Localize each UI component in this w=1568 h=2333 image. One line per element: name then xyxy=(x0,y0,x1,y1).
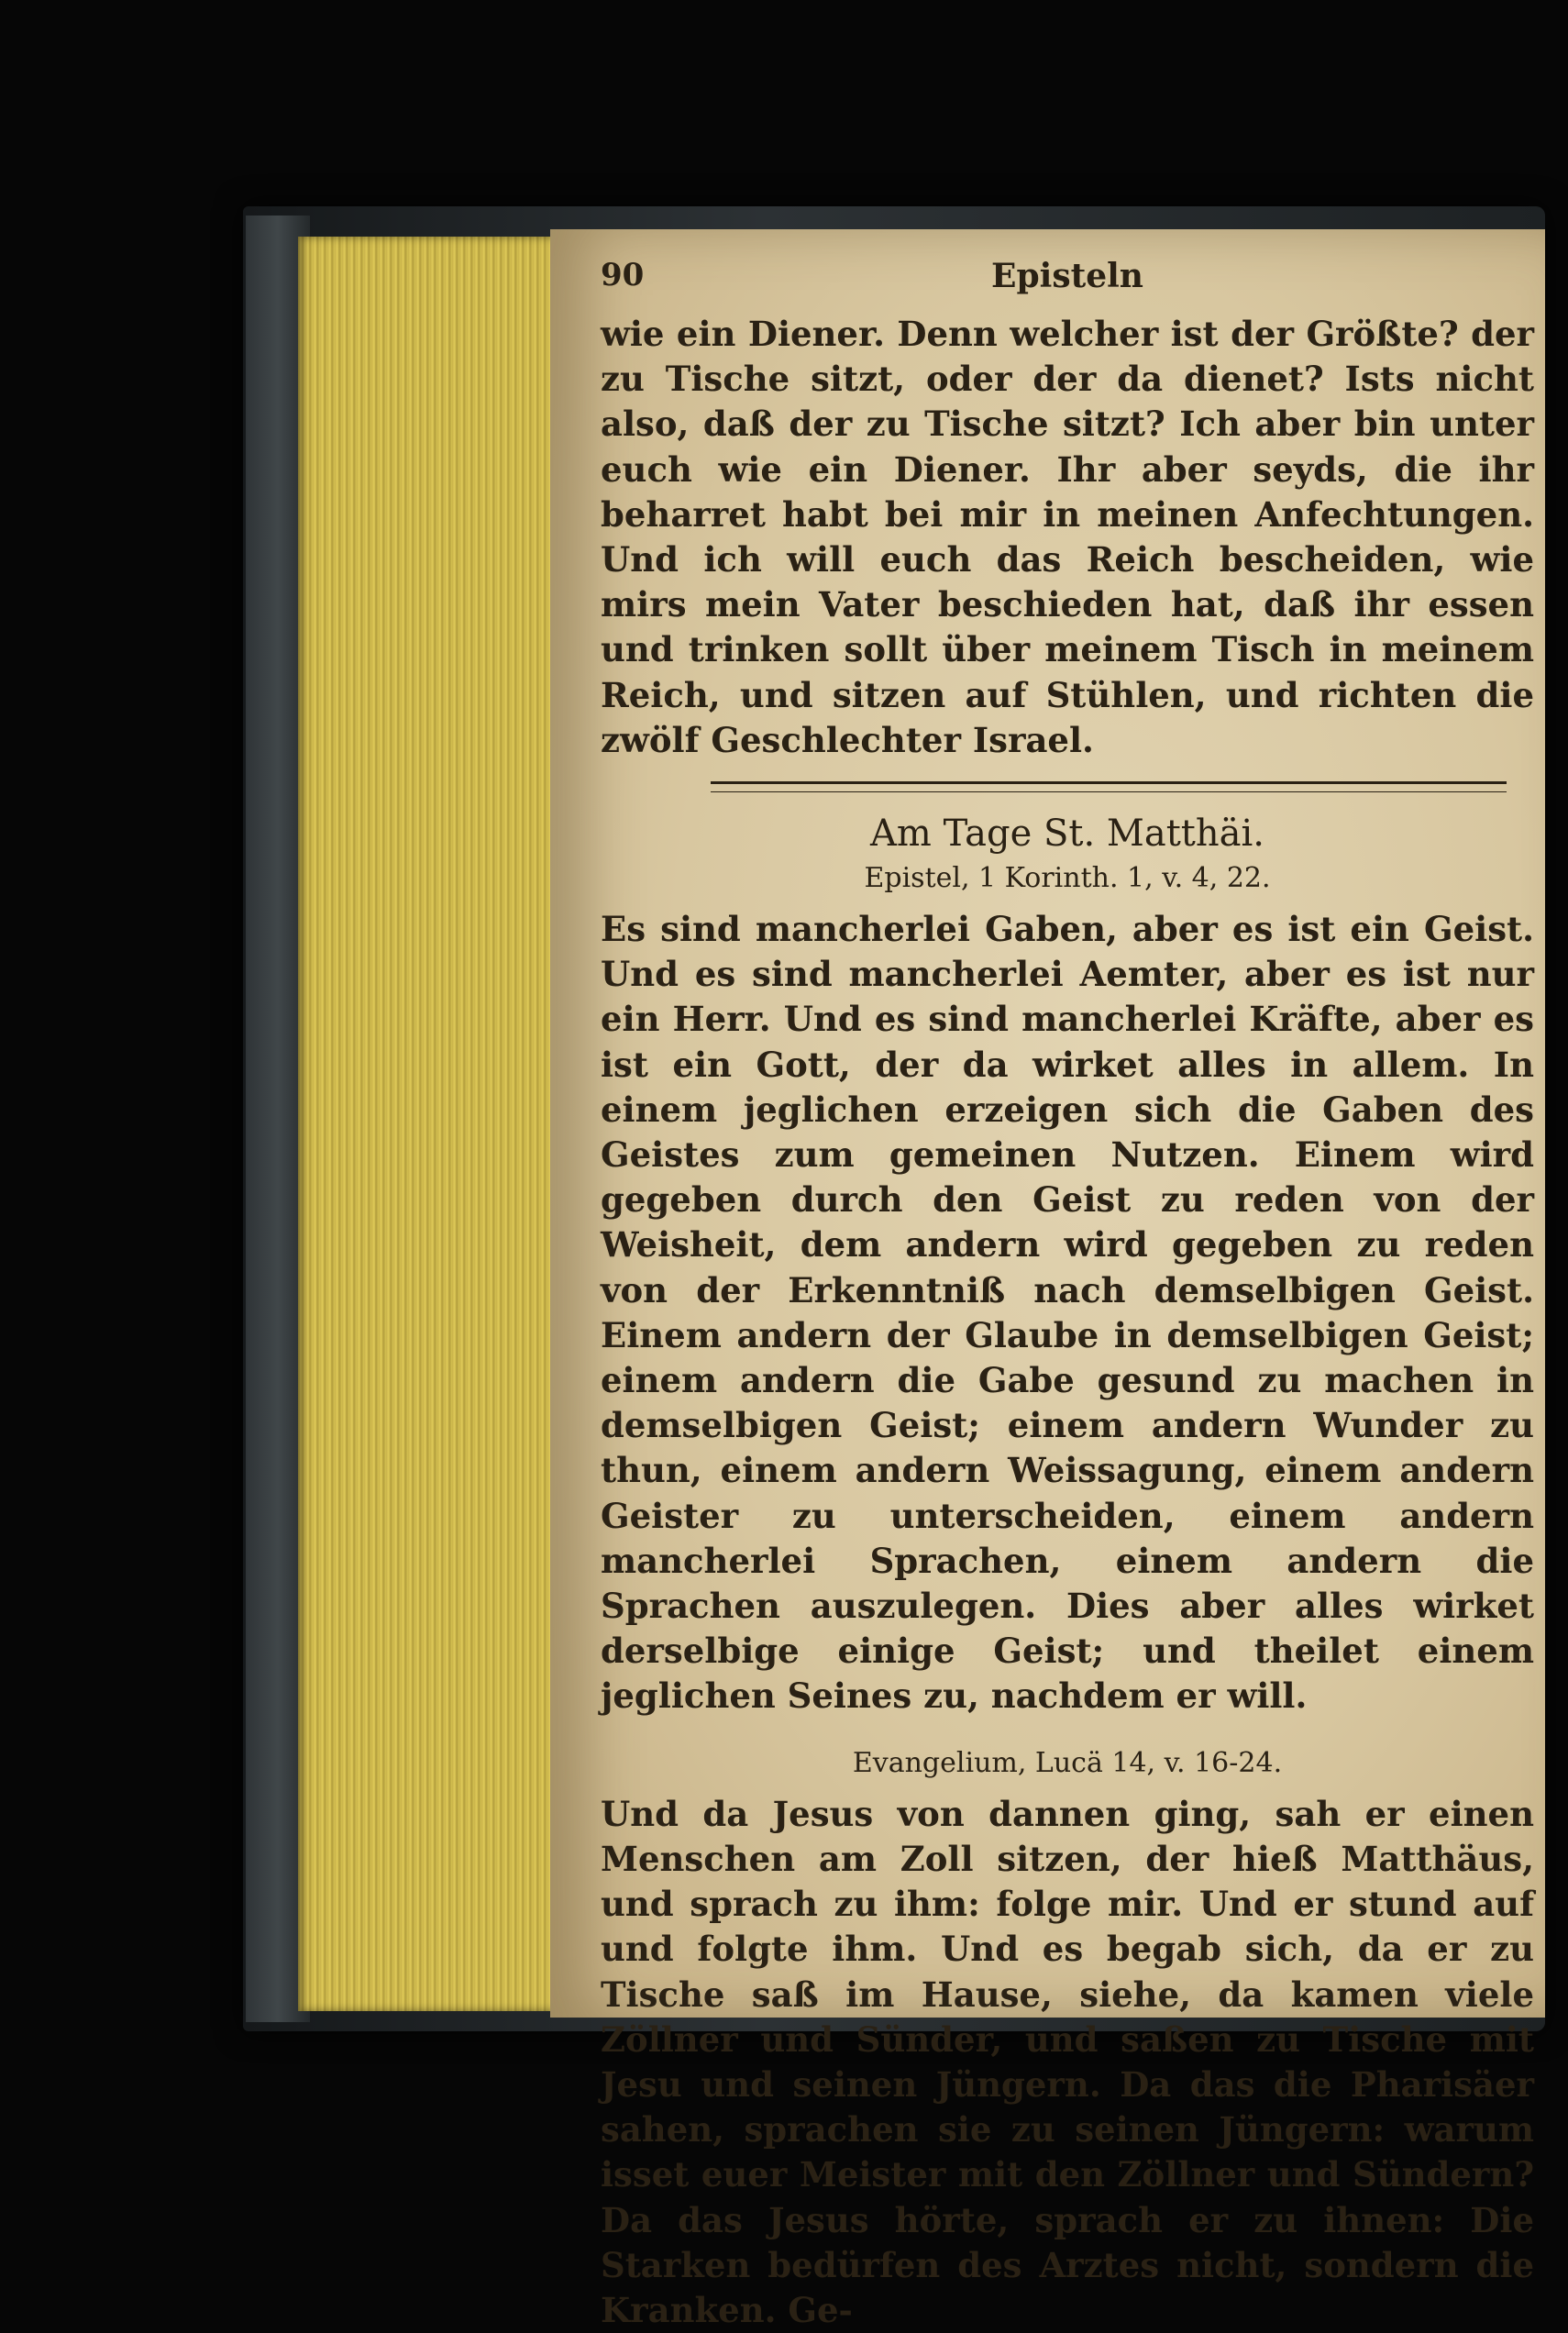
page-number: 90 xyxy=(601,257,645,293)
section-title: Am Tage St. Matthäi. xyxy=(870,813,1264,856)
page-header xyxy=(601,257,1534,312)
page-edges xyxy=(298,237,564,2011)
continuation-paragraph: wie ein Diener. Denn welcher ist der Größte? der zu Tische sitzt, oder der da dienet? Ists nicht also, daß der zu Tische sitzt? Ich aber bin unter euch wie ein Diener. Ihr aber seyds, die ihr beharret habt bei mir in meinen Anfechtungen. Und ich will euch das Reich bescheiden, wie mirs mein Vater beschieden hat, daß ihr essen und trinken sollt über meinem Tisch in meinem Reich, und sitzen auf Stühlen, und richten die zwölf Geschlechter Israel. xyxy=(601,314,1534,760)
page-text xyxy=(601,257,1534,2333)
gospel-paragraph: Und da Jesus von dannen ging, sah er einen Menschen am Zoll sitzen, der hieß Matthäus, und sprach zu ihm: folge mir. Und er stund auf und folgte ihm. Und es begab sich, da er zu Tische saß im Hause, siehe, da kamen viele Zöllner und Sünder, und saßen zu Tische mit Jesu und seinen Jüngern. Da das die Pharisäer sahen, sprachen sie zu seinen Jüngern: warum isset euer Meister mit den Zöllner und Sündern? Da das Jesus hörte, sprach er zu ihnen: Die Starken bedürfen des Arztes nicht, sondern die Kranken. Ge- xyxy=(601,1793,1534,2330)
running-title: Episteln xyxy=(991,257,1143,295)
epistle-paragraph: Es sind mancherlei Gaben, aber es ist ein Geist. Und es sind mancherlei Aemter, aber es ist nur ein Herr. Und es sind mancherlei Kräfte, aber es ist ein Gott, der da wirket alles in allem. In einem jeglichen erzeigen sich die Gaben des Geistes zum gemeinen Nutzen. Einem wird gegeben durch den Geist zu reden von der Weisheit, dem andern wird gegeben zu reden von der Erkenntniß nach demselbigen Geist. Einem andern der Glaube in demselbigen Geist; einem andern die Gabe gesund zu machen in demselbigen Geist; einem andern Wunder zu thun, einem andern Weissagung, einem andern Geister zu unterscheiden, einem andern mancherlei Sprachen, einem andern die Sprachen auszulegen. Dies aber alles wirket derselbige einige Geist; und theilet einem jeglichen Seines zu, nachdem er will. xyxy=(601,909,1534,1717)
gospel-reference: Evangelium, Lucä 14, v. 16-24. xyxy=(852,1746,1283,1779)
section-divider xyxy=(711,781,1507,792)
epistle-reference: Epistel, 1 Korinth. 1, v. 4, 22. xyxy=(864,862,1271,895)
